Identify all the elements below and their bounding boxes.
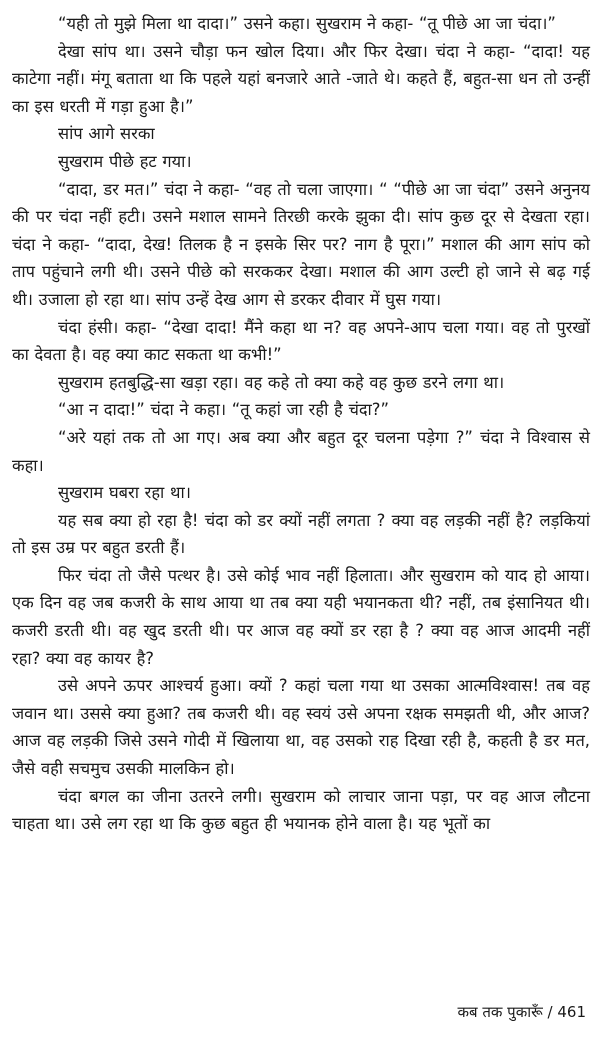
paragraph: उसे अपने ऊपर आश्चर्य हुआ। क्यों ? कहां चला गया था उसका आत्मविश्वास! तब वह जवान था। उससे क्या हुआ? तब कजरी थी। वह स्वयं उसे अपना रक्षक समझती थी, और आज? आज वह लड़की जिसे उसने गोदी में खिलाया था, वह उसको राह दिखा रही है, कहती है डर मत, जैसे वही सचमुच उसकी मालकिन हो। <box>12 676 590 779</box>
page-footer <box>457 1002 586 1022</box>
paragraph: “दादा, डर मत।” चंदा ने कहा- “वह तो चला जाएगा। “ “पीछे आ जा चंदा” उसने अनुनय की पर चंदा नहीं हटी। उसने मशाल सामने तिरछी करके झुका दी। सांप कुछ दूर से देखता रहा। चंदा ने कहा- “दादा, देख! तिलक है न इसके सिर पर? नाग है पूरा।” मशाल की आग सांप को ताप पहुंचाने लगी थी। उसने पीछे को सरककर देखा। मशाल की आग उल्टी हो जाने से बढ़ गई थी। उजाला हो रहा था। सांप उन्हें देख आग से डरकर दीवार में घुस गया। <box>12 179 590 309</box>
paragraph: चंदा हंसी। कहा- “देखा दादा! मैंने कहा था न? वह अपने-आप चला गया। वह तो पुरखों का देवता है। वह क्या काट सकता था कभी!” <box>12 317 590 365</box>
paragraph: “यही तो मुझे मिला था दादा।” उसने कहा। सुखराम ने कहा- “तू पीछे आ जा चंदा।” <box>58 14 556 33</box>
paragraph: “अरे यहां तक तो आ गए। अब क्या और बहुत दूर चलना पड़ेगा ?” चंदा ने विश्वास से कहा। <box>12 427 590 475</box>
footer-separator: / <box>542 1003 558 1021</box>
paragraph: चंदा बगल का जीना उतरने लगी। सुखराम को लाचार जाना पड़ा, पर वह आज लौटना चाहता था। उसे लग रहा था कि कुछ बहुत ही भयानक होने वाला है। यह भूतों का <box>12 786 590 834</box>
paragraph: सुखराम हतबुद्धि-सा खड़ा रहा। वह कहे तो क्या कहे वह कुछ डरने लगा था। <box>58 372 505 392</box>
paragraph: सुखराम पीछे हट गया। <box>58 151 192 171</box>
paragraph: देखा सांप था। उसने चौड़ा फन खोल दिया। और फिर देखा। चंदा ने कहा- “दादा! यह काटेगा नहीं। मंगू बताता था कि पहले यहां बनजारे आते -जाते थे। कहते हैं, बहुत-सा धन तो उन्हीं का इस धरती में गड़ा हुआ है।” <box>12 41 590 116</box>
page-number: 461 <box>557 1003 586 1021</box>
book-title: कब तक पुकारूँ <box>457 1003 543 1021</box>
paragraph: “आ न दादा!” चंदा ने कहा। “तू कहां जा रही है चंदा?” <box>58 400 389 420</box>
page-body <box>12 10 590 838</box>
paragraph: यह सब क्या हो रहा है! चंदा को डर क्यों नहीं लगता ? क्या वह लड़की नहीं है? लड़कियां तो इस उम्र पर बहुत डरती हैं। <box>12 510 590 558</box>
paragraph: सुखराम घबरा रहा था। <box>58 483 191 503</box>
paragraph: सांप आगे सरका <box>58 124 155 144</box>
paragraph: फिर चंदा तो जैसे पत्थर है। उसे कोई भाव नहीं हिलाता। और सुखराम को याद हो आया। एक दिन वह जब कजरी के साथ आया था तब क्या यही भयानकता थी? नहीं, तब इंसानियत थी। कजरी डरती थी। वह खुद डरती थी। पर आज वह क्यों डर रहा है ? क्या वह आज आदमी नहीं रहा? क्या वह कायर है? <box>12 565 590 668</box>
